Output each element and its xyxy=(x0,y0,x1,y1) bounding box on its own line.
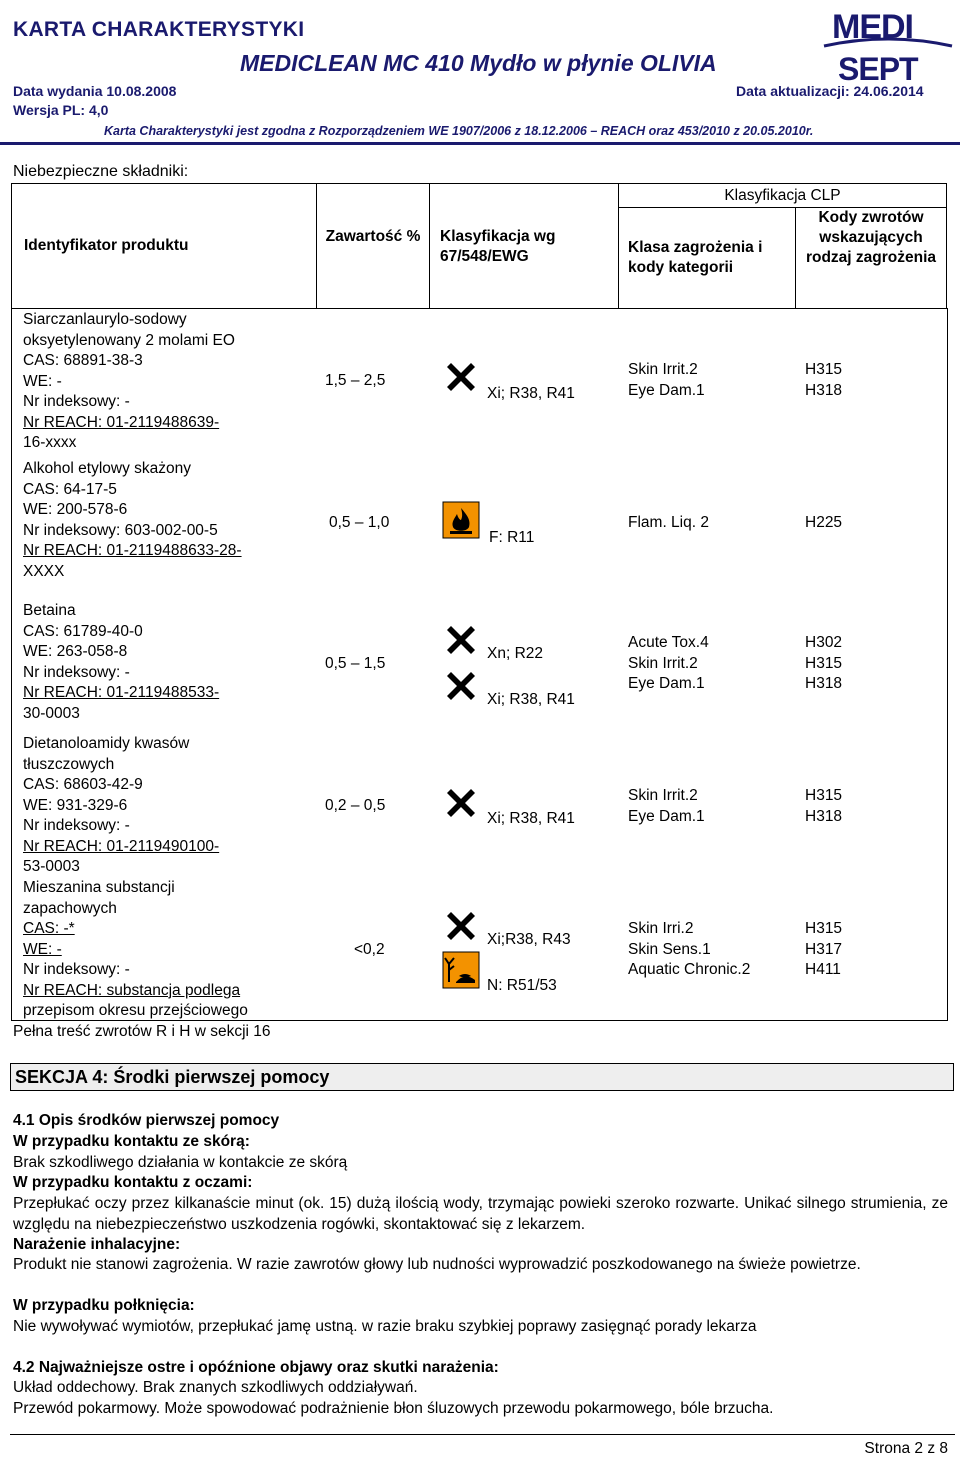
cross-hazard-icon xyxy=(441,783,481,823)
ident-line: zapachowych xyxy=(23,899,117,917)
ident-line: Nr indeksowy: - xyxy=(23,961,130,978)
classification-value: Xn; R22 xyxy=(487,645,544,662)
ident-we: WE: - xyxy=(23,940,62,958)
ident-reach: Nr REACH: 01-2119488639- xyxy=(23,413,220,431)
header-cell-identifier xyxy=(11,183,317,309)
header-clp-text: Klasyfikacja CLP xyxy=(724,187,841,204)
cross-hazard-icon xyxy=(441,666,481,706)
hazard-code: H315 xyxy=(805,787,843,804)
logo-text-bottom: SEPT xyxy=(838,51,918,86)
hazard-code: H315 xyxy=(805,654,843,672)
version: Wersja PL: 4,0 xyxy=(13,102,109,118)
hazard-class-line: Skin Irrit.2 xyxy=(628,787,698,804)
ident-line: 30-0003 xyxy=(23,704,80,722)
header-content-text: Zawartość % xyxy=(325,228,421,245)
ident-line: CAS: 61789-40-0 xyxy=(23,622,143,640)
ident-line: tłuszczowych xyxy=(23,755,115,773)
classification-value: N: R51/53 xyxy=(487,977,557,994)
content-value: 0,5 – 1,0 xyxy=(329,514,390,531)
hazard-class-line: Skin Sens.1 xyxy=(628,940,711,958)
header-cell-classification xyxy=(429,183,619,309)
classification-value: Xi;R38, R43 xyxy=(487,931,571,948)
hazard-class-line: Eye Dam.1 xyxy=(628,675,705,692)
cross-hazard-icon xyxy=(441,357,481,397)
page-number: Strona 2 z 8 xyxy=(864,1440,948,1457)
table-row xyxy=(23,601,219,724)
ident-line: Dietanoloamidy kwasów xyxy=(23,735,190,752)
hazard-code: H225 xyxy=(805,514,843,531)
content-value: <0,2 xyxy=(354,941,385,958)
table-row xyxy=(23,878,248,1022)
ident-line: oksyetylenowany 2 molami EO xyxy=(23,331,235,349)
skin-contact-text: Brak szkodliwego działania w kontakcie ze skórą xyxy=(13,1154,348,1171)
ident-reach: Nr REACH: substancja podlega xyxy=(23,981,241,999)
hazard-class-line: Skin Irri.2 xyxy=(628,920,694,937)
ident-line: Betaina xyxy=(23,602,76,619)
intro-label: Niebezpieczne składniki: xyxy=(13,163,189,180)
compliance-note: Karta Charakterystyki jest zgodna z Rozporządzeniem WE 1907/2006 z 18.12.2006 – REACH oraz 453/2010 z 20.05.2010r. xyxy=(104,124,814,138)
ident-reach: Nr REACH: 01-2119488633-28- xyxy=(23,542,242,559)
hazard-code: H315 xyxy=(805,920,843,937)
hazard-codes xyxy=(805,360,842,401)
ident-line: 53-0003 xyxy=(23,858,80,875)
medisept-logo xyxy=(818,2,958,86)
ident-line: Nr indeksowy: - xyxy=(23,393,130,410)
logo-text-top: MEDI xyxy=(832,8,913,46)
classification-value: Xi; R38, R41 xyxy=(487,691,575,708)
ident-reach: Nr REACH: 01-2119488533- xyxy=(23,684,220,701)
swallowing-heading: W przypadku połknięcia: xyxy=(13,1297,195,1314)
header-cell-content xyxy=(316,183,430,309)
eye-contact-heading: W przypadku kontaktu z oczami: xyxy=(13,1174,253,1191)
hazard-class: Flam. Liq. 2 xyxy=(628,514,709,531)
footer-divider xyxy=(10,1434,955,1435)
ident-line: WE: 263-058-8 xyxy=(23,643,128,660)
ident-line: CAS: 64-17-5 xyxy=(23,480,117,498)
product-title: MEDICLEAN MC 410 Mydło w płynie OLIVIA xyxy=(240,50,717,76)
table-row xyxy=(23,310,235,454)
update-date: Data aktualizacji: 24.06.2014 xyxy=(736,83,924,99)
ident-line: Siarczanlaurylo-sodowy xyxy=(23,311,187,328)
hazard-codes xyxy=(805,633,842,695)
header-identifier-text: Identyfikator produktu xyxy=(24,237,189,254)
ident-line: WE: 200-578-6 xyxy=(23,501,128,518)
symptoms-respiratory: Układ oddechowy. Brak znanych szkodliwych oddziaływań. xyxy=(13,1379,418,1396)
environment-hazard-icon xyxy=(441,950,481,990)
header-divider xyxy=(0,142,960,145)
flame-hazard-icon xyxy=(441,500,481,540)
hazard-class xyxy=(628,786,705,827)
header-cell-hazard-class xyxy=(618,207,796,309)
ident-line: przepisom okresu przejściowego xyxy=(23,1002,248,1019)
hazard-class-line: Skin Irrit.2 xyxy=(628,654,698,672)
header-cell-clp xyxy=(618,183,947,208)
ident-line: XXXX xyxy=(23,562,65,580)
hazard-class-line: Skin Irrit.2 xyxy=(628,361,698,378)
swallowing-text: Nie wywoływać wymiotów, przepłukać jamę ustną. w razie braku szybkiej poprawy zasięgnąć porady lekarza xyxy=(13,1318,757,1335)
hazard-class xyxy=(628,633,709,695)
ident-line: CAS: 68603-42-9 xyxy=(23,776,143,793)
table-row xyxy=(23,459,242,582)
eye-contact-text: Przepłukać oczy przez kilkanaście minut (ok. 15) dużą ilością wody, trzymając powieki szeroko rozwarte. Unikać silnego strumienia, ze względu na niebezpieczeństwo uszkodzenia rogówki, skontaktować się z lekarzem. xyxy=(13,1195,948,1233)
content-value: 1,5 – 2,5 xyxy=(325,372,386,389)
document-type: KARTA CHARAKTERYSTYKI xyxy=(13,18,305,41)
hazard-class-line: Eye Dam.1 xyxy=(628,807,705,825)
cross-hazard-icon xyxy=(441,620,481,660)
table-row xyxy=(23,734,219,878)
hazard-code: H318 xyxy=(805,675,843,692)
classification-value: F: R11 xyxy=(489,529,535,546)
ident-reach: Nr REACH: 01-2119490100- xyxy=(23,837,220,855)
ident-line: CAS: 68891-38-3 xyxy=(23,352,143,369)
ident-line: Mieszanina substancji xyxy=(23,879,175,896)
subsection-4-2-heading: 4.2 Najważniejsze ostre i opóźnione objawy oraz skutki narażenia: xyxy=(13,1359,499,1376)
ident-line: Nr indeksowy: - xyxy=(23,663,130,681)
issue-date: Data wydania 10.08.2008 xyxy=(13,83,177,99)
ident-line: Nr indeksowy: 603-002-00-5 xyxy=(23,521,218,539)
inhalation-heading: Narażenie inhalacyjne: xyxy=(13,1236,181,1253)
header-hazard-class-text: Klasa zagrożenia i kody kategorii xyxy=(628,239,763,276)
hazard-class-line: Aquatic Chronic.2 xyxy=(628,961,751,978)
header-cell-hazard-codes xyxy=(795,207,947,309)
classification-value: Xi; R38, R41 xyxy=(487,385,575,402)
inhalation-text: Produkt nie stanowi zagrożenia. W razie zawrotów głowy lub nudności wyprowadzić poszkodowanego na świeże powietrze. xyxy=(13,1256,861,1273)
ident-line: WE: - xyxy=(23,372,62,390)
cross-hazard-icon xyxy=(441,906,481,946)
hazard-class xyxy=(628,360,705,401)
hazard-code: H411 xyxy=(805,961,841,978)
header-hazard-codes-text: Kody zwrotów wskazujących rodzaj zagrożenia xyxy=(805,209,937,266)
hazard-class xyxy=(628,919,750,981)
content-value: 0,5 – 1,5 xyxy=(325,655,386,672)
symptoms-digestive: Przewód pokarmowy. Może spowodować podrażnienie błon śluzowych przewodu pokarmowego, bóle brzucha. xyxy=(13,1400,774,1417)
classification-value: Xi; R38, R41 xyxy=(487,810,575,827)
hazard-class-line: Acute Tox.4 xyxy=(628,634,709,651)
ident-line: Alkohol etylowy skażony xyxy=(23,460,191,477)
hazard-code: H315 xyxy=(805,361,843,378)
skin-contact-heading: W przypadku kontaktu ze skórą: xyxy=(13,1133,250,1150)
hazard-code: H302 xyxy=(805,634,843,651)
hazard-code: H318 xyxy=(805,807,843,825)
ident-line: Nr indeksowy: - xyxy=(23,817,130,834)
hazard-code: H318 xyxy=(805,381,843,399)
ident-line: WE: 931-329-6 xyxy=(23,796,128,814)
subsection-4-1-heading: 4.1 Opis środków pierwszej pomocy xyxy=(13,1112,280,1129)
ident-line: 16-xxxx xyxy=(23,434,77,451)
hazard-codes xyxy=(805,919,842,981)
hazard-codes xyxy=(805,786,842,827)
hazard-code: H317 xyxy=(805,940,843,958)
content-value: 0,2 – 0,5 xyxy=(325,797,386,814)
hazard-class-line: Eye Dam.1 xyxy=(628,381,705,399)
header-classification-text: Klasyfikacja wg 67/548/EWG xyxy=(440,228,556,265)
ident-cas: CAS: -* xyxy=(23,920,75,937)
section-4-header: SEKCJA 4: Środki pierwszej pomocy xyxy=(10,1063,954,1091)
table-footnote: Pełna treść zwrotów R i H w sekcji 16 xyxy=(13,1023,271,1040)
